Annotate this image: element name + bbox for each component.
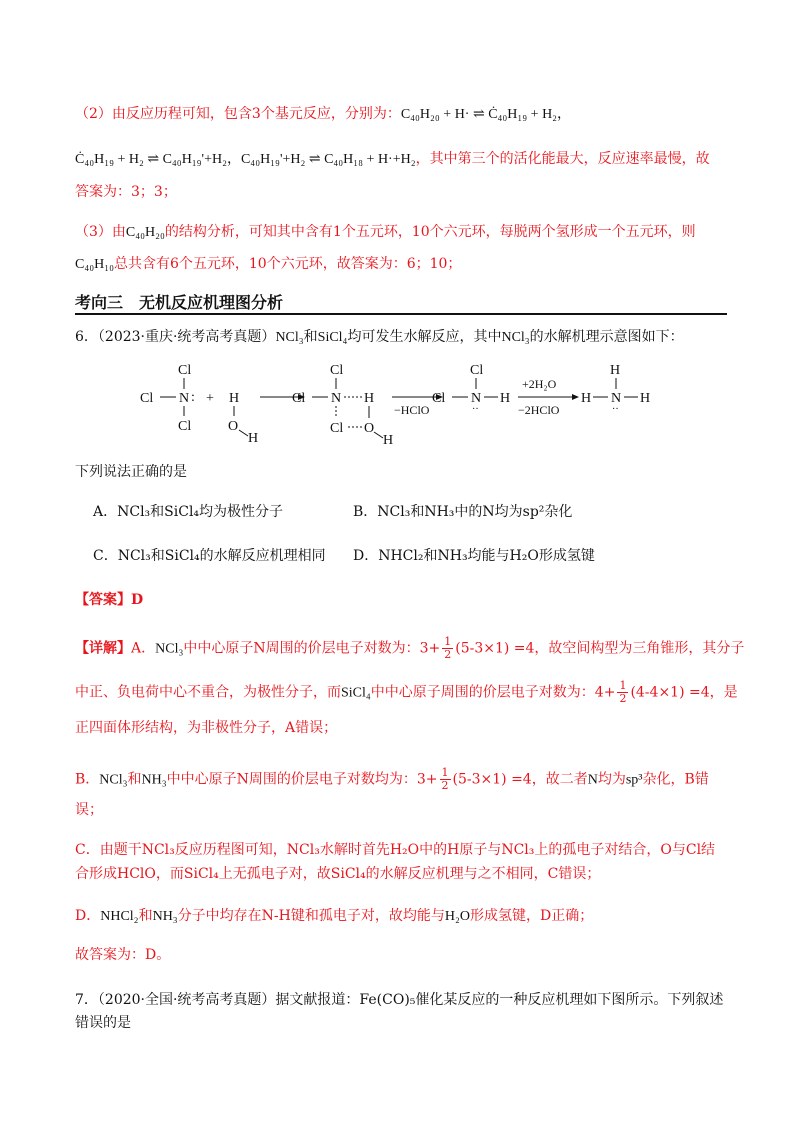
part3-text2: 总共含有6个五元环，10个六元环，故答案为：6；10； — [113, 256, 462, 272]
q6-formula-ncl3: NCl₃ — [275, 330, 304, 345]
q6-option-a[interactable]: A．NCl₃和SiCl₄均为极性分子 — [93, 504, 284, 520]
scheme-ts-cl-top: Cl — [330, 363, 344, 378]
scheme-n-1: N — [179, 391, 190, 406]
part2-line2 — [75, 149, 735, 170]
frac-num: 1 — [444, 635, 452, 648]
scheme-ts-o: O — [364, 421, 375, 436]
detail-d-end: 形成氢键，D正确； — [470, 908, 594, 924]
q6-stem-post: 的水解机理示意图如下： — [529, 329, 684, 345]
detail-d-pre: D． — [75, 908, 101, 924]
part2-text2: ，其中第三个的活化能最大，反应速率最慢，故 — [415, 151, 710, 167]
part2-line3: 答案为：3；3； — [75, 184, 177, 200]
scheme-p2-h-right: H — [640, 391, 651, 406]
scheme-arrow1-label: −HClO — [394, 403, 430, 417]
scheme-p1-cl-top: Cl — [470, 363, 484, 378]
detail-a2-calc: (4-4×1) =4，是 — [630, 684, 738, 701]
q6-option-c[interactable]: C．NCl₃和SiCl₄的水解反应机理相同 — [93, 548, 326, 564]
scheme-lone-pair-2: ·· — [472, 404, 479, 415]
part3-line1 — [75, 222, 735, 243]
part3-formula-c40h20: C₄₀H₂₀ — [125, 225, 165, 240]
frac-den: 2 — [444, 648, 452, 661]
q6-detail-b-line1 — [75, 767, 735, 792]
scheme-ts-cl-bottom: Cl — [330, 421, 344, 436]
part2-equation2: Ċ₄₀H₁₉ + H₂ ⇌ C₄₀H₁₉'+H₂，C₄₀H₁₉'+H₂ ⇌ C₄₀H₁₈ + H·+H₂ — [75, 152, 416, 167]
scheme-p1-cl-left: Cl — [432, 391, 446, 406]
part2-text1: （2）由反应历程可知，包含3个基元反应，分别为： — [75, 106, 401, 122]
section-title: 考向三 无机反应机理图分析 — [75, 293, 284, 312]
part2-equation1: C₄₀H₂₀ + H· ⇌ Ċ₄₀H₁₉ + H₂， — [400, 107, 572, 122]
scheme-p2-h-left: H — [581, 391, 592, 406]
detail-d-text: 分子中均存在N-H键和孤电子对，故均能与 — [177, 908, 445, 924]
scheme-ts-cl-left: Cl — [292, 391, 306, 406]
detail-a-text: 中中心原子N周围的价层电子对数为：3+ — [183, 640, 441, 657]
part3-text-pre: （3）由 — [75, 224, 126, 240]
frac-den-2: 2 — [619, 692, 627, 705]
q6-detail-c-line2: 合形成HClO，而SiCl₄上无孤电子对，故SiCl₄的水解反应机理与之不相同，C错误； — [75, 866, 601, 882]
q7-line2: 错误的是 — [75, 1015, 131, 1031]
scheme-p2-n: N — [611, 391, 622, 406]
scheme-cl-left: Cl — [140, 391, 154, 406]
frac-num-3: 1 — [441, 766, 449, 779]
detail-b-end: 杂化，B错 — [642, 771, 709, 788]
detail-a-pre: A． — [131, 640, 156, 657]
q6-answer: 【答案】D — [75, 592, 144, 608]
scheme-lone-pair-1: : — [191, 390, 195, 405]
scheme-lone-pair-3: ·· — [612, 404, 619, 415]
scheme-ts-n: N — [331, 391, 342, 406]
frac-num-2: 1 — [619, 679, 627, 692]
q6-detail-b-line2: 误； — [75, 802, 103, 818]
detail-d-h2o: H₂O — [444, 909, 470, 924]
part2-line1 — [75, 104, 735, 125]
part3-formula-c40h10: C₄₀H₁₀ — [75, 257, 114, 272]
scheme-h-water: H — [229, 391, 240, 406]
q6-stem-pre: 6．（2023·重庆·统考高考真题） — [75, 329, 276, 345]
detail-a2-pre: 中正、负电荷中心不重合，为极性分子，而 — [75, 684, 341, 701]
detail-b-and: 和 — [127, 771, 142, 788]
part3-text-post: 的结构分析，可知其中含有1个五元环，10个六元环，每脱两个氢形成一个五元环，则 — [164, 224, 696, 240]
scheme-p1-h: H — [500, 391, 511, 406]
detail-b-sp3: sp³ — [625, 772, 643, 788]
part3-line2 — [75, 254, 735, 275]
detail-d-nh3: NH₃ — [152, 909, 178, 924]
detail-a-fraction — [442, 636, 453, 661]
hydrolysis-mechanism-scheme — [140, 358, 680, 448]
scheme-ts-h: H — [364, 391, 375, 406]
scheme-cl-top: Cl — [178, 363, 192, 378]
q6-detail-final: 故答案为：D。 — [75, 947, 171, 963]
q6-detail-a-line3: 正四面体形结构，为非极性分子，A错误； — [75, 720, 338, 736]
detail-a2-fraction — [617, 680, 628, 705]
q6-detail-c-line1: C．由题干NCl₃反应历程图可知，NCl₃水解时首先H₂O中的H原子与NCl₃上的孤电子对结合，O与Cl结 — [75, 842, 716, 858]
scheme-cl-bottom: Cl — [178, 419, 192, 434]
detail-d-and: 和 — [138, 908, 153, 924]
detail-b-n: N — [587, 772, 598, 788]
q6-detail-d-line1 — [75, 906, 735, 927]
q6-stem-mid: 均可发生水解反应，其中 — [347, 329, 502, 345]
q6-detail-a-line2 — [75, 679, 738, 705]
q6-option-d[interactable]: D．NHCl₂和NH₃均能与H₂O形成氢键 — [353, 548, 595, 564]
scheme-p2-h-top: H — [610, 363, 621, 378]
scheme-arrow2-top: +2H₂O — [522, 377, 557, 391]
detail-a-ncl3: NCl₃ — [155, 641, 184, 657]
q6-option-b[interactable]: B．NCl₃和NH₃中的N均为sp²杂化 — [353, 504, 573, 520]
q6-question: 下列说法正确的是 — [75, 464, 187, 480]
q7-line1: 7．（2020·全国·统考高考真题）据文献报道：Fe(CO)₅催化某反应的一种反应机理如下图所示。下列叙述 — [75, 992, 724, 1008]
q6-formula-sicl4: SiCl₄ — [317, 330, 348, 345]
scheme-h-water-2: H — [248, 431, 259, 446]
q6-stem — [75, 327, 735, 348]
detail-b-tail: 均为 — [597, 771, 626, 788]
scheme-o-water: O — [228, 419, 239, 434]
section-divider — [75, 313, 727, 315]
detail-a-calc: (5-3×1) =4，故空间构型为三角锥形，其分子 — [455, 640, 745, 657]
scheme-plus: + — [206, 391, 214, 406]
detail-b-ncl3: NCl₃ — [99, 772, 128, 788]
scheme-p1-n: N — [471, 391, 482, 406]
q6-formula-ncl3-2: NCl₃ — [501, 330, 530, 345]
detail-b-fraction — [440, 767, 451, 792]
q6-stem-and: 和 — [303, 329, 318, 345]
detail-a2-text: 中中心原子周围的价层电子对数为：4+ — [370, 684, 616, 701]
detail-a2-sicl4: SiCl₄ — [341, 685, 371, 701]
q6-detail-a-line1 — [75, 635, 745, 661]
detail-b-text: 中中心原子N周围的价层电子对数均为：3+ — [166, 771, 438, 788]
detail-b-calc: (5-3×1) =4，故二者 — [452, 771, 588, 788]
detail-b-pre: B． — [75, 771, 100, 788]
frac-den-3: 2 — [441, 779, 449, 792]
scheme-arrow2-bottom: −2HClO — [518, 403, 560, 417]
detail-b-nh3: NH₃ — [141, 772, 167, 788]
q6-detail-label: 【详解】 — [75, 640, 131, 657]
scheme-ts-h-2: H — [383, 433, 394, 448]
detail-d-nhcl2: NHCl₂ — [100, 909, 139, 924]
